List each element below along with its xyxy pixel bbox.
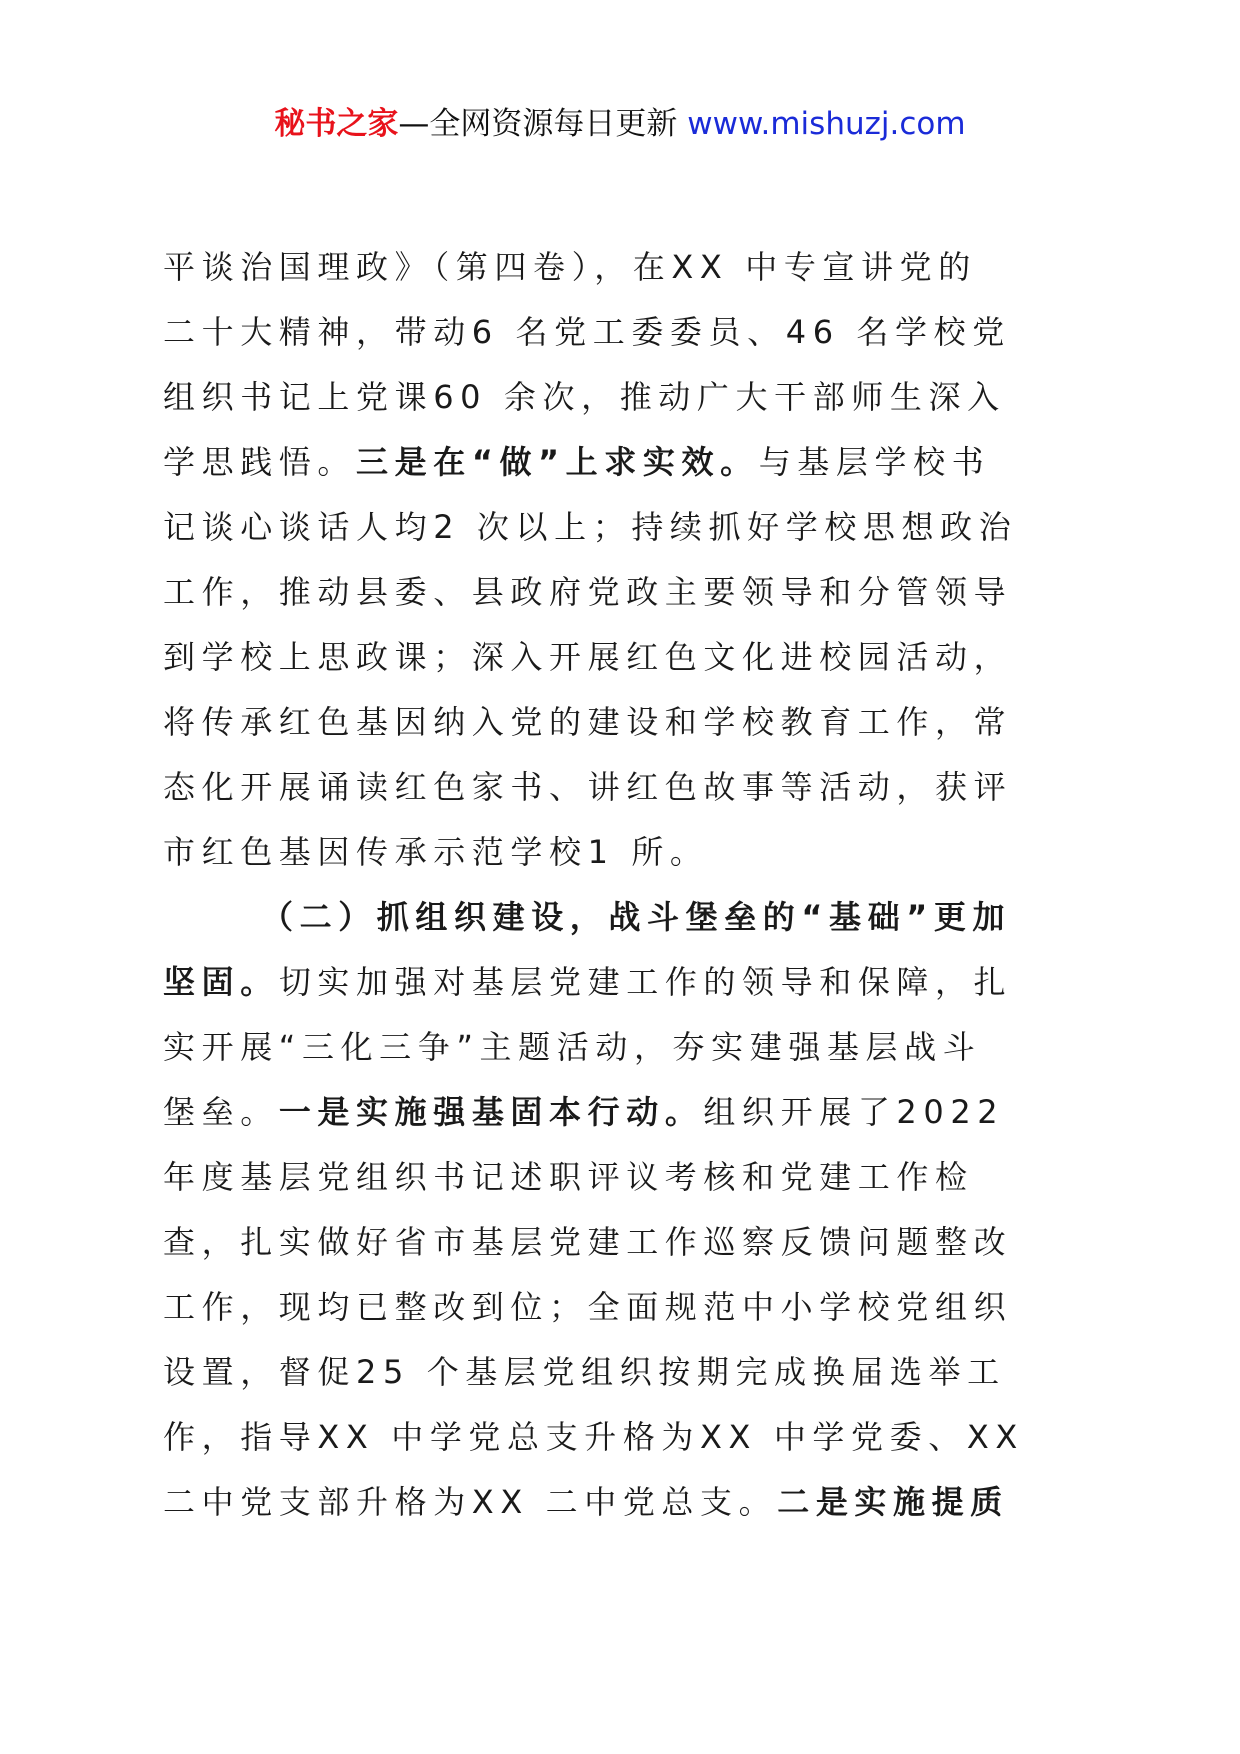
text-segment: 学思践悟。	[163, 443, 357, 481]
text-segment: 设置，督促25 个基层党组织按期完成换届选举工	[163, 1353, 1006, 1391]
text-segment: 记谈心谈话人均2 次以上；持续抓好学校思想政治	[163, 508, 1018, 546]
text-segment: 到学校上思政课；深入开展红色文化进校园活动，	[163, 638, 1013, 676]
text-segment: 实开展“三化三争”主题活动，夯实建强基层战斗	[163, 1028, 982, 1066]
text-line	[163, 430, 1083, 495]
text-segment: 切实加强对基层党建工作的领导和保障，扎	[278, 963, 1013, 1001]
text-segment: 工作，推动县委、县政府党政主要领导和分管领导	[163, 573, 1013, 611]
text-segment: 作，指导XX 中学党总支升格为XX 中学党委、XX	[163, 1418, 1024, 1456]
text-line	[163, 495, 1083, 560]
bold-text-segment: 一是实施强基固本行动。	[278, 1093, 704, 1131]
text-segment: 查，扎实做好省市基层党建工作巡察反馈问题整改	[163, 1223, 1013, 1261]
text-segment: 年度基层党组织书记述职评议考核和党建工作检	[163, 1158, 974, 1196]
text-segment: 与基层学校书	[758, 443, 991, 481]
text-segment: 组织书记上党课60 余次，推动广大干部师生深入	[163, 378, 1006, 416]
text-segment: 平谈治国理政》（第四卷），在XX 中专宣讲党的	[163, 248, 977, 286]
text-segment: 组织开展了2022	[703, 1093, 1005, 1131]
text-line	[163, 1340, 1083, 1405]
bold-text-segment: 坚固。	[163, 963, 279, 1001]
text-line	[163, 300, 1083, 365]
site-url: www.mishuzj.com	[687, 106, 966, 142]
brand-name: 秘书之家	[274, 106, 399, 142]
text-segment: 堡垒。	[163, 1093, 279, 1131]
text-line	[163, 950, 1083, 1015]
document-body	[163, 235, 1083, 1535]
text-line	[163, 560, 1083, 625]
text-line	[163, 1210, 1083, 1275]
watermark-header	[0, 100, 1240, 148]
bold-text-segment: 二是实施提质	[777, 1483, 1009, 1521]
text-segment: 二十大精神，带动6 名党工委委员、46 名学校党	[163, 313, 1011, 351]
text-line	[163, 625, 1083, 690]
text-line	[163, 820, 1083, 885]
text-line	[163, 1275, 1083, 1340]
text-segment: 态化开展诵读红色家书、讲红色故事等活动，获评	[163, 768, 1013, 806]
header-tagline: —全网资源每日更新	[398, 106, 688, 142]
bold-text-segment: （二）抓组织建设，战斗堡垒的“基础”更加	[261, 898, 1012, 936]
text-segment: 市红色基因传承示范学校1 所。	[163, 833, 709, 871]
bold-text-segment: 三是在“做”上求实效。	[356, 443, 759, 481]
text-segment: 二中党支部升格为XX 二中党总支。	[163, 1483, 778, 1521]
text-line	[163, 1080, 1083, 1145]
text-line	[163, 690, 1083, 755]
text-line	[163, 1405, 1083, 1470]
text-line	[163, 885, 1083, 950]
text-segment: 工作，现均已整改到位；全面规范中小学校党组织	[163, 1288, 1013, 1326]
text-line	[163, 235, 1083, 300]
text-line	[163, 1015, 1083, 1080]
text-segment: 将传承红色基因纳入党的建设和学校教育工作，常	[163, 703, 1013, 741]
text-line	[163, 1470, 1083, 1535]
text-line	[163, 1145, 1083, 1210]
text-line	[163, 365, 1083, 430]
text-line	[163, 755, 1083, 820]
